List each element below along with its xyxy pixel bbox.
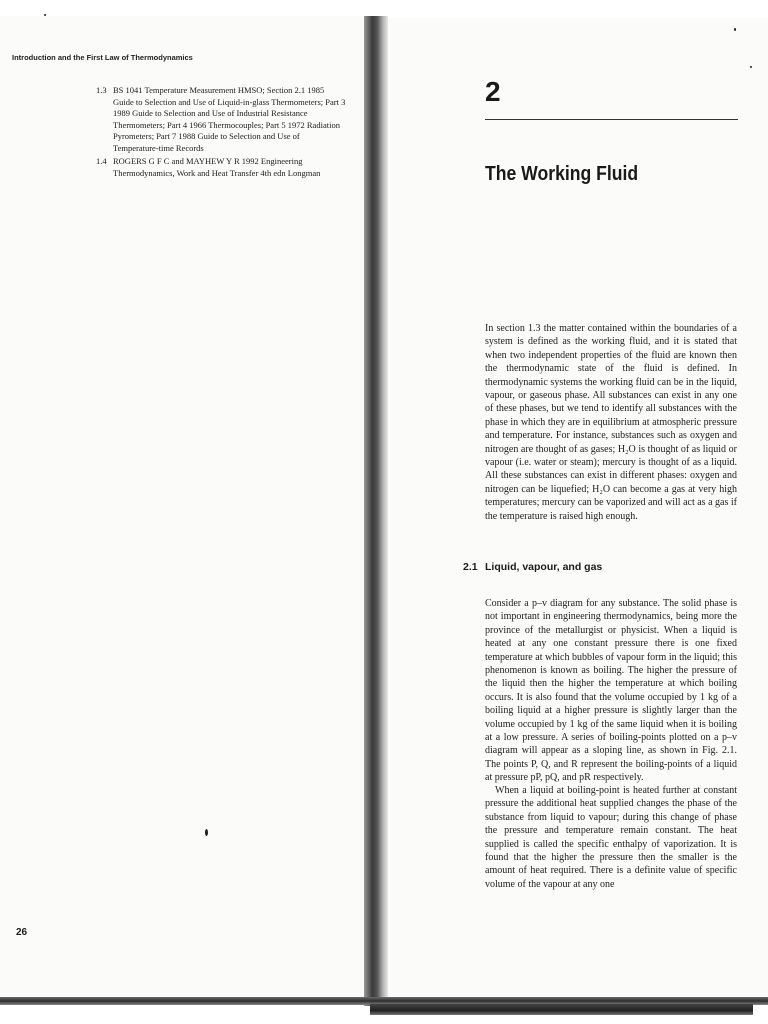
scan-speck — [205, 829, 208, 836]
reference-item — [96, 156, 346, 179]
scan-speck — [44, 14, 46, 16]
book-gutter-shadow — [364, 16, 388, 1006]
body-paragraph: When a liquid at boiling-point is heated further at constant pressure the additional heat supplied changes the phase of the substance from liquid to vapour; during this change of phase the pressure and temperature remain constant. The heat supplied is called the specific enthalpy of vaporization. It is found that the higher the pressure then the smaller is the amount of heat required. There is a definite value of specific volume of the vapour at any one — [485, 785, 737, 890]
reference-text: ROGERS G F C and MAYHEW Y R 1992 Engineering Thermodynamics, Work and Heat Transfer 4th edn Longman — [113, 156, 321, 178]
reference-number: 1.3 — [96, 85, 107, 95]
chapter-number: 2 — [485, 76, 501, 107]
reference-text: BS 1041 Temperature Measurement HMSO; Section 2.1 1985 Guide to Selection and Use of Liquid-in-glass Thermometers; Part 3 1989 Guide to Selection and Use of Industrial Resistance Thermometers; Part 4 1966 Thermocouples; Part 5 1972 Radiation Pyrometers; Part 7 1988 Guide to Selection and Use of Temperature-time Records — [113, 85, 346, 153]
section-heading — [463, 561, 602, 573]
reference-list — [96, 85, 346, 181]
scan-speck — [750, 66, 752, 68]
intro-paragraph: In section 1.3 the matter contained within the boundaries of a system is defined as the working fluid, and it is stated that when two independent properties of the fluid are known then the thermodynamic state of the fluid is defined. In thermodynamic systems the working fluid can be in the liquid, vapour, or gaseous phase. All substances can exist in any one of these phases, but we tend to identify all substances with the phase in which they are in equilibrium at atmospheric pressure and temperature. For instance, substances such as oxygen and nitrogen are thought of as gases; H₂O is thought of as liquid or vapour (i.e. water or steam); mercury is thought of as a liquid. All these substances can exist in different phases: oxygen and nitrogen can be liquefied; H₂O can become a gas at very high temperatures; mercury can be vaporized and will act as a gas if the temperature is raised high enough. — [485, 323, 737, 522]
chapter-rule — [485, 119, 738, 120]
reference-number: 1.4 — [96, 156, 107, 166]
body-paragraph: Consider a p–v diagram for any substance. The solid phase is not important in engineering thermodynamics, being more the province of the metallurgist or physicist. When a liquid is heated at any one constant pressure there is one fixed temperature at which bubbles of vapour form in the liquid; this phenomenon is known as boiling. The higher the pressure of the liquid then the higher the temperature at which boiling occurs. It is also found that the volume occupied by 1 kg of a boiling liquid at a higher pressure is slightly larger than the volume occupied by 1 kg of the same liquid when it is boiling at a low pressure. A series of boiling-points plotted on a p–v diagram will appear as a sloping line, as shown in Fig. 2.1. The points P, Q, and R represent the boiling-points of a liquid at pressure pP, pQ, and pR respectively. — [485, 598, 737, 784]
chapter-title: The Working Fluid — [485, 163, 639, 185]
page-number: 26 — [16, 927, 28, 938]
section-title: Liquid, vapour, and gas — [485, 561, 603, 573]
running-head: Introduction and the First Law of Thermodynamics — [12, 53, 193, 62]
scan-speck — [734, 28, 736, 31]
reference-item — [96, 85, 346, 154]
bottom-page-edge-right — [370, 1004, 753, 1015]
section-number: 2.1 — [463, 561, 478, 573]
